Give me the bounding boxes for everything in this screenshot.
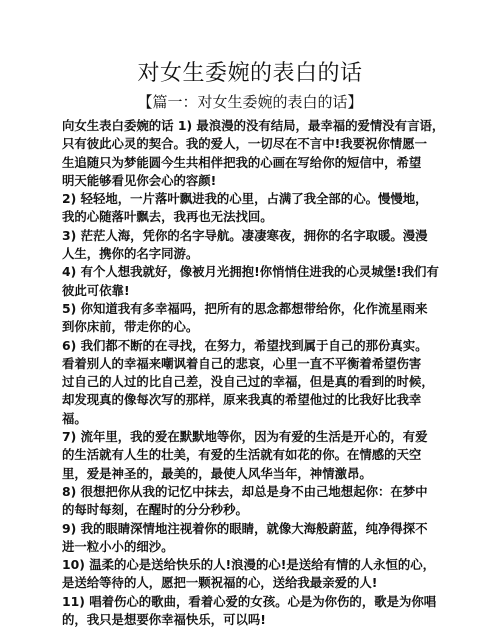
body-text-line: 的每时每刻，在醒时的分分秒秒。 xyxy=(62,502,248,518)
body-text-line: 福。 xyxy=(62,410,87,426)
body-text-line: 过自己的人过的比自己差，没自己过的幸福，但是真的看到的时候， xyxy=(62,374,434,390)
body-text-line: 的生活就有人生的壮美，有爱的生活就有如花的你。在情感的天空 xyxy=(62,447,422,463)
body-text-line: 是送给等待的人，愿把一颗祝福的心，送给我最亲爱的人! xyxy=(62,575,378,591)
body-text-line: 却发现真的像每次写的那样，原来我真的希望他过的比我好比我幸 xyxy=(62,392,422,408)
body-text-line: 人生，携你的名字同游。 xyxy=(62,246,199,262)
body-text-line: 7) 流年里，我的爱在默默地等你，因为有爱的生活是开心的，有爱 xyxy=(62,429,428,445)
body-text-line: 彼此可依靠! xyxy=(62,282,130,298)
body-text-line: 我的心随落叶飘去，我再也无法找回。 xyxy=(62,209,273,225)
body-text-line: 看着别人的幸福来嘲讽着自己的悲哀，心里一直不平衡着希望伤害 xyxy=(62,355,422,371)
body-text-line: 只有彼此心灵的契合。我的爱人，一切尽在不言中!我要祝你情愿一 xyxy=(62,136,427,152)
body-text-line: 到你床前，带走你的心。 xyxy=(62,319,199,335)
body-text-line: 2) 轻轻地，一片落叶飘进我的心里，占满了我全部的心。慢慢地， xyxy=(62,191,428,207)
body-text-line: 向女生表白委婉的话 1) 最浪漫的没有结局，最幸福的爱情没有言语， xyxy=(62,118,445,133)
body-text-line: 明天能够看见你会心的容颜! xyxy=(62,172,217,188)
body-text-line: 6) 我们都不断的在寻找，在努力，希望找到属于自己的那份真实。 xyxy=(62,337,428,353)
body-text-line: 进一粒小小的细沙。 xyxy=(62,538,174,554)
body-text-line: 3) 茫茫人海，凭你的名字导航。凄凄寒夜，拥你的名字取暖。漫漫 xyxy=(62,227,428,243)
body-text-line: 10) 温柔的心是送给快乐的人!浪漫的心!是送给有情的人永恒的心， xyxy=(62,557,436,573)
body-text-line: 4) 有个人想我就好，像被月光拥抱!你悄悄住进我的心灵城堡!我们有 xyxy=(62,264,439,280)
document-body xyxy=(62,117,448,629)
body-text-line: 11) 唱着伤心的歌曲，看着心爱的女孩。心是为你伤的，歌是为你唱 xyxy=(62,593,437,609)
section-heading: 【篇一：对女生委婉的表白的话】 xyxy=(137,93,363,111)
document-title: 对女生委婉的表白的话 xyxy=(137,61,363,86)
body-text-line: 9) 我的眼睛深情地注视着你的眼睛，就像大海般蔚蓝，纯净得探不 xyxy=(62,520,428,536)
body-text-line: 5) 你知道我有多幸福吗，把所有的思念都想带给你，化作流星雨来 xyxy=(62,300,428,316)
body-text-line: 生追随只为梦能圆今生共相伴把我的心画在写给你的短信中，希望 xyxy=(62,154,422,170)
body-text-line: 里，爱是神圣的，最美的，最使人风华当年，神情激昂。 xyxy=(62,465,372,481)
body-text-line: 8) 很想把你从我的记忆中抹去，却总是身不由己地想起你：在梦中 xyxy=(62,483,428,499)
body-text-line: 的，我只是想要你幸福快乐，可以吗! xyxy=(62,612,266,628)
